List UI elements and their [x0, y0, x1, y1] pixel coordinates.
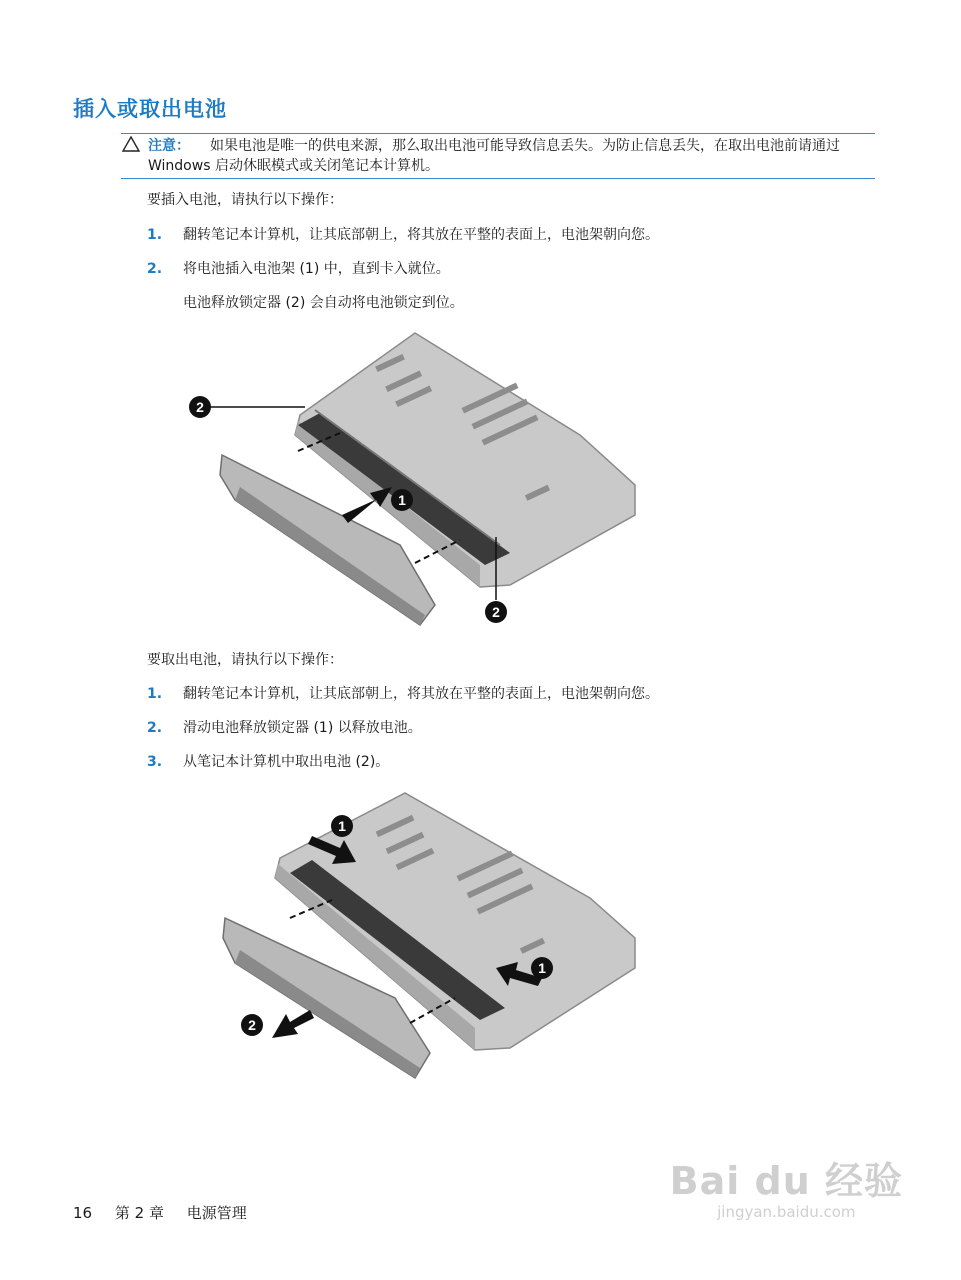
svg-text:2: 2: [248, 1017, 256, 1033]
svg-text:1: 1: [538, 960, 546, 976]
svg-text:2: 2: [196, 399, 204, 415]
step-number: 1.: [147, 686, 163, 702]
caution-text-block: [148, 136, 875, 176]
step-number: 3.: [147, 754, 163, 770]
insert-step-2: [147, 258, 450, 278]
insert-subnote: 电池释放锁定器 (2) 会自动将电池锁定到位。: [183, 295, 464, 311]
page-footer: [73, 1202, 265, 1223]
step-number: 2.: [147, 720, 163, 736]
remove-step-1: [147, 683, 659, 703]
callout-2: [241, 1014, 263, 1036]
svg-text:2: 2: [492, 604, 500, 620]
step-text: 从笔记本计算机中取出电池 (2)。: [183, 754, 390, 770]
callout-2-top: [189, 396, 211, 418]
step-number: 1.: [147, 227, 163, 243]
step-text: 翻转笔记本计算机，让其底部朝上，将其放在平整的表面上，电池架朝向您。: [183, 227, 659, 243]
svg-text:1: 1: [338, 818, 346, 834]
caution-triangle-icon: [121, 134, 141, 154]
remove-battery-arrow: [272, 1010, 314, 1038]
step-text: 翻转笔记本计算机，让其底部朝上，将其放在平整的表面上，电池架朝向您。: [183, 686, 659, 702]
remove-step-3: [147, 751, 389, 771]
step-text: 将电池插入电池架 (1) 中，直到卡入就位。: [183, 261, 450, 277]
callout-2-bottom: [485, 601, 507, 623]
page-number: 16: [73, 1204, 93, 1222]
insert-step-1: [147, 224, 659, 244]
caution-text: 如果电池是唯一的供电来源，那么取出电池可能导致信息丢失。为防止信息丢失，在取出电池前请通过 Windows 启动休眠模式或关闭笔记本计算机。: [148, 138, 840, 174]
caution-note: [121, 133, 875, 179]
section-title: 插入或取出电池: [73, 97, 227, 121]
watermark-logo: Bai du 经验: [669, 1159, 903, 1203]
insert-intro: 要插入电池，请执行以下操作：: [147, 192, 343, 208]
callout-1-top: [331, 815, 353, 837]
callout-1: [391, 489, 413, 511]
caution-label: 注意：: [148, 138, 190, 154]
section-label: 电源管理: [186, 1204, 247, 1222]
remove-intro: 要取出电池，请执行以下操作：: [147, 652, 343, 668]
baidu-watermark: [670, 1150, 903, 1221]
insert-battery-illustration: [180, 325, 650, 635]
callout-1-bottom: [531, 957, 553, 979]
remove-battery-illustration: [220, 788, 650, 1098]
watermark-url: jingyan.baidu.com: [717, 1203, 856, 1221]
step-number: 2.: [147, 261, 163, 277]
remove-step-2: [147, 717, 422, 737]
chapter-label: 第 2 章: [114, 1204, 164, 1222]
svg-text:1: 1: [398, 492, 406, 508]
step-text: 滑动电池释放锁定器 (1) 以释放电池。: [183, 720, 422, 736]
